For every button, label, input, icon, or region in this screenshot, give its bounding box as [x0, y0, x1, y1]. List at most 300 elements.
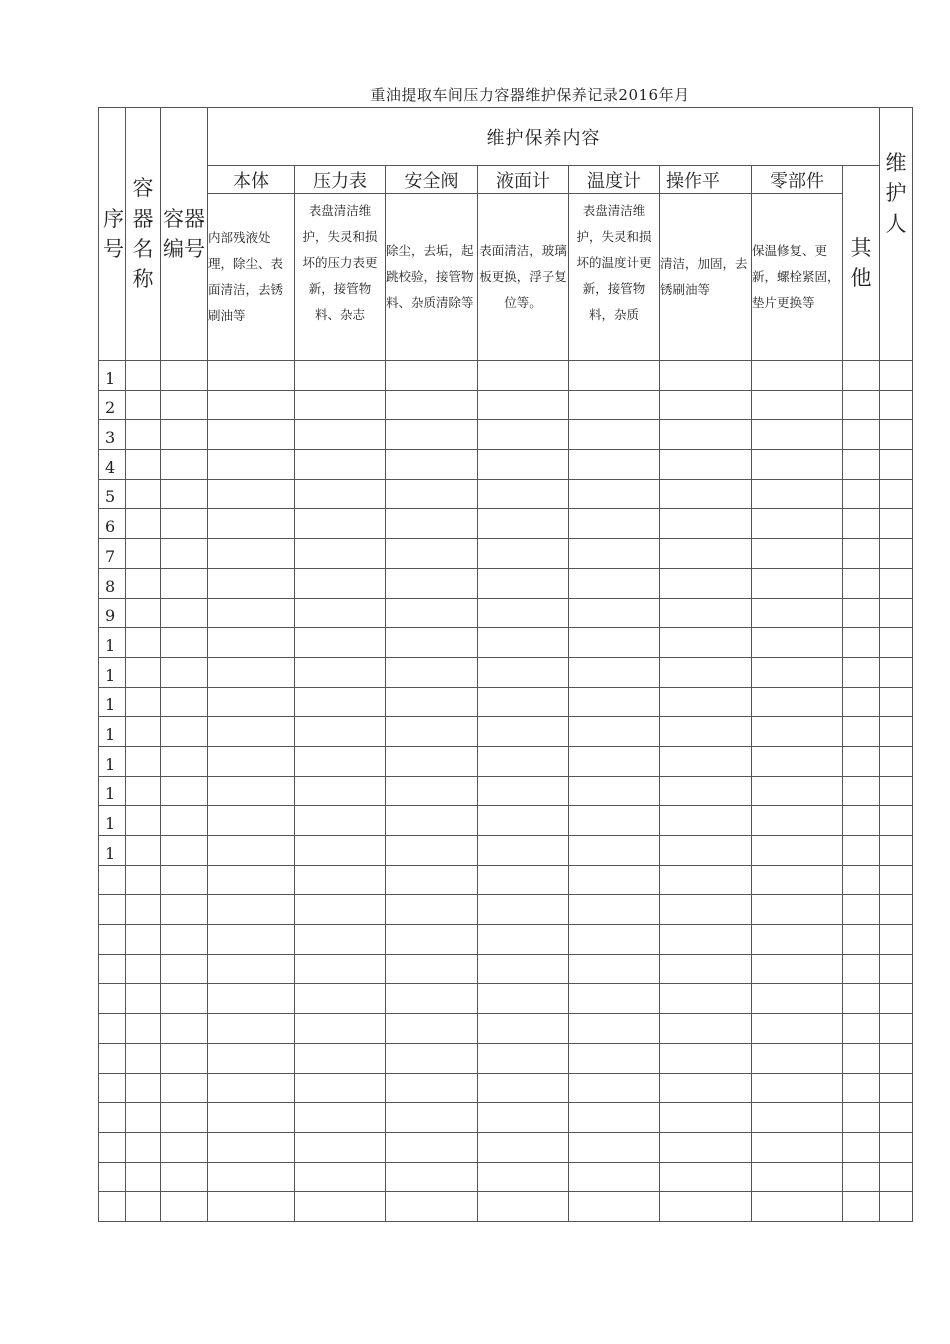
table-row: [99, 776, 913, 806]
table-cell: [161, 568, 208, 598]
table-cell: [880, 687, 913, 717]
table-cell: [386, 717, 478, 747]
table-cell: [208, 925, 295, 955]
table-cell: [660, 1014, 752, 1044]
table-row: [99, 1043, 913, 1073]
table-cell: [880, 746, 913, 776]
table-cell: [569, 717, 660, 747]
table-row: [99, 657, 913, 687]
table-cell: [295, 539, 386, 569]
table-cell: [478, 836, 569, 866]
table-cell: [569, 509, 660, 539]
table-cell: [126, 687, 161, 717]
table-cell: [386, 1132, 478, 1162]
row-number: 1: [99, 717, 126, 747]
table-cell: [660, 746, 752, 776]
table-cell: [752, 657, 843, 687]
table-cell: [478, 746, 569, 776]
table-row: [99, 687, 913, 717]
table-cell: [161, 450, 208, 480]
table-cell: [752, 1162, 843, 1192]
row-number: 1: [99, 687, 126, 717]
table-cell: [752, 925, 843, 955]
table-cell: [208, 1192, 295, 1222]
table-cell: [752, 1043, 843, 1073]
table-cell: [880, 806, 913, 836]
header-seq: 序号: [99, 108, 126, 361]
table-cell: [569, 954, 660, 984]
desc-body: 内部残液处理，除尘、表面清洁，去锈刷油等: [208, 194, 295, 361]
table-cell: [386, 776, 478, 806]
table-cell: [295, 390, 386, 420]
table-cell: [126, 1073, 161, 1103]
table-cell: [569, 628, 660, 658]
table-cell: [386, 657, 478, 687]
subheader-safety-valve: 安全阀: [386, 166, 478, 194]
table-cell: [880, 984, 913, 1014]
table-cell: [880, 390, 913, 420]
table-cell: [161, 1073, 208, 1103]
table-cell: [880, 657, 913, 687]
table-cell: [880, 568, 913, 598]
table-cell: [208, 746, 295, 776]
table-cell: [569, 1103, 660, 1133]
table-cell: [126, 746, 161, 776]
table-cell: [386, 984, 478, 1014]
table-cell: [386, 687, 478, 717]
row-number: 5: [99, 479, 126, 509]
row-number: 2: [99, 390, 126, 420]
table-cell: [208, 390, 295, 420]
table-cell: [660, 420, 752, 450]
table-cell: [478, 509, 569, 539]
table-cell: [478, 598, 569, 628]
row-number: 7: [99, 539, 126, 569]
table-row: [99, 539, 913, 569]
subheader-thermometer: 温度计: [569, 166, 660, 194]
table-row: [99, 1162, 913, 1192]
table-cell: [161, 865, 208, 895]
table-cell: [660, 806, 752, 836]
table-cell: [660, 657, 752, 687]
table-cell: [208, 1073, 295, 1103]
table-cell: [208, 806, 295, 836]
table-cell: [208, 361, 295, 391]
table-cell: [843, 895, 880, 925]
table-cell: [843, 598, 880, 628]
table-cell: [161, 598, 208, 628]
table-cell: [386, 806, 478, 836]
table-cell: [295, 925, 386, 955]
table-row: [99, 925, 913, 955]
table-row: [99, 1014, 913, 1044]
table-row: [99, 1073, 913, 1103]
table-cell: [161, 1014, 208, 1044]
table-cell: [880, 479, 913, 509]
table-cell: [843, 1103, 880, 1133]
table-cell: [880, 865, 913, 895]
table-cell: [295, 628, 386, 658]
table-cell: [660, 925, 752, 955]
row-number: [99, 984, 126, 1014]
table-cell: [295, 717, 386, 747]
table-cell: [295, 1043, 386, 1073]
table-cell: [208, 895, 295, 925]
row-number: [99, 1192, 126, 1222]
table-cell: [126, 568, 161, 598]
table-cell: [208, 865, 295, 895]
table-cell: [843, 746, 880, 776]
table-cell: [126, 479, 161, 509]
table-cell: [208, 479, 295, 509]
table-cell: [161, 420, 208, 450]
table-cell: [569, 539, 660, 569]
table-cell: [660, 1043, 752, 1073]
header-other: 其他: [843, 166, 880, 361]
table-cell: [660, 361, 752, 391]
table-cell: [569, 806, 660, 836]
table-cell: [843, 925, 880, 955]
table-cell: [880, 717, 913, 747]
table-cell: [752, 1192, 843, 1222]
desc-level-gauge: 表面清洁，玻璃板更换，浮子复位等。: [478, 194, 569, 361]
table-cell: [843, 1043, 880, 1073]
row-number: 1: [99, 836, 126, 866]
table-cell: [569, 450, 660, 480]
row-number: 1: [99, 746, 126, 776]
table-cell: [660, 717, 752, 747]
table-cell: [478, 1073, 569, 1103]
table-cell: [295, 450, 386, 480]
table-cell: [478, 450, 569, 480]
row-number: 1: [99, 806, 126, 836]
table-cell: [161, 746, 208, 776]
row-number: [99, 925, 126, 955]
subheader-level-gauge: 液面计: [478, 166, 569, 194]
table-cell: [161, 390, 208, 420]
table-cell: [843, 361, 880, 391]
table-cell: [660, 1103, 752, 1133]
table-row: [99, 420, 913, 450]
table-cell: [843, 1132, 880, 1162]
table-cell: [880, 895, 913, 925]
table-cell: [161, 895, 208, 925]
table-cell: [295, 836, 386, 866]
subheader-pressure-gauge: 压力表: [295, 166, 386, 194]
table-cell: [478, 539, 569, 569]
table-cell: [880, 1132, 913, 1162]
table-cell: [126, 954, 161, 984]
table-cell: [660, 687, 752, 717]
table-cell: [569, 479, 660, 509]
table-cell: [386, 568, 478, 598]
table-row: [99, 628, 913, 658]
table-cell: [880, 1103, 913, 1133]
table-cell: [386, 1103, 478, 1133]
table-cell: [295, 954, 386, 984]
row-number: [99, 1103, 126, 1133]
table-cell: [208, 687, 295, 717]
table-cell: [161, 687, 208, 717]
table-cell: [161, 806, 208, 836]
table-cell: [843, 984, 880, 1014]
table-cell: [880, 598, 913, 628]
table-cell: [161, 836, 208, 866]
desc-pressure-gauge: 表盘清洁维护，失灵和损坏的压力表更新，接管物料、杂志: [295, 194, 386, 361]
table-cell: [161, 1132, 208, 1162]
subheader-body: 本体: [208, 166, 295, 194]
table-cell: [478, 1162, 569, 1192]
table-cell: [752, 806, 843, 836]
table-cell: [126, 509, 161, 539]
table-cell: [161, 539, 208, 569]
table-row: [99, 361, 913, 391]
table-cell: [660, 1192, 752, 1222]
table-cell: [161, 361, 208, 391]
table-cell: [880, 1043, 913, 1073]
row-number: 1: [99, 628, 126, 658]
table-cell: [843, 1162, 880, 1192]
row-number: 4: [99, 450, 126, 480]
table-cell: [386, 420, 478, 450]
table-cell: [126, 984, 161, 1014]
table-row: [99, 479, 913, 509]
table-cell: [752, 1014, 843, 1044]
table-cell: [569, 1132, 660, 1162]
table-cell: [478, 1043, 569, 1073]
row-number: 6: [99, 509, 126, 539]
table-cell: [478, 717, 569, 747]
table-cell: [478, 865, 569, 895]
table-cell: [478, 361, 569, 391]
table-cell: [295, 479, 386, 509]
table-cell: [208, 450, 295, 480]
table-cell: [843, 806, 880, 836]
table-cell: [569, 1073, 660, 1103]
desc-operating-platform: 清洁，加固，去锈刷油等: [660, 194, 752, 361]
table-cell: [386, 954, 478, 984]
desc-thermometer: 表盘清洁维护，失灵和损坏的温度计更新，接管物料，杂质: [569, 194, 660, 361]
row-number: [99, 895, 126, 925]
table-cell: [843, 479, 880, 509]
table-cell: [126, 657, 161, 687]
table-cell: [126, 717, 161, 747]
table-cell: [478, 687, 569, 717]
table-cell: [660, 776, 752, 806]
row-number: [99, 1162, 126, 1192]
table-cell: [880, 1014, 913, 1044]
table-cell: [386, 1192, 478, 1222]
subheader-operating-platform: 操作平: [660, 166, 752, 194]
table-cell: [386, 509, 478, 539]
table-cell: [161, 776, 208, 806]
table-cell: [295, 895, 386, 925]
table-cell: [386, 450, 478, 480]
table-cell: [478, 628, 569, 658]
table-cell: [161, 479, 208, 509]
desc-safety-valve: 除尘，去垢，起跳校验，接管物料、杂质清除等: [386, 194, 478, 361]
table-cell: [386, 895, 478, 925]
table-cell: [752, 687, 843, 717]
row-number: 9: [99, 598, 126, 628]
table-cell: [660, 1073, 752, 1103]
table-cell: [386, 865, 478, 895]
table-cell: [161, 1043, 208, 1073]
table-cell: [386, 925, 478, 955]
table-cell: [880, 954, 913, 984]
row-number: [99, 865, 126, 895]
table-row: [99, 865, 913, 895]
table-cell: [843, 836, 880, 866]
table-cell: [208, 984, 295, 1014]
table-cell: [843, 865, 880, 895]
table-cell: [569, 836, 660, 866]
table-cell: [295, 746, 386, 776]
row-number: [99, 1132, 126, 1162]
table-cell: [386, 746, 478, 776]
table-row: [99, 954, 913, 984]
table-cell: [880, 420, 913, 450]
table-cell: [295, 509, 386, 539]
table-cell: [660, 836, 752, 866]
table-row: [99, 806, 913, 836]
table-cell: [126, 628, 161, 658]
table-row: [99, 717, 913, 747]
table-cell: [752, 390, 843, 420]
table-cell: [752, 568, 843, 598]
table-cell: [208, 598, 295, 628]
table-cell: [126, 1014, 161, 1044]
table-cell: [386, 361, 478, 391]
table-cell: [752, 984, 843, 1014]
row-number: 1: [99, 361, 126, 391]
table-cell: [569, 776, 660, 806]
table-cell: [208, 836, 295, 866]
table-cell: [843, 1192, 880, 1222]
table-cell: [843, 420, 880, 450]
table-cell: [208, 568, 295, 598]
table-cell: [880, 925, 913, 955]
table-cell: [295, 657, 386, 687]
table-cell: [208, 717, 295, 747]
table-cell: [752, 717, 843, 747]
table-cell: [386, 479, 478, 509]
table-cell: [752, 628, 843, 658]
table-cell: [295, 865, 386, 895]
table-cell: [752, 1103, 843, 1133]
table-cell: [208, 657, 295, 687]
table-cell: [126, 420, 161, 450]
table-cell: [208, 1103, 295, 1133]
table-cell: [660, 390, 752, 420]
table-cell: [208, 539, 295, 569]
table-cell: [478, 1192, 569, 1222]
table-cell: [126, 836, 161, 866]
table-cell: [880, 509, 913, 539]
table-cell: [126, 1132, 161, 1162]
table-row: [99, 1132, 913, 1162]
table-cell: [161, 1162, 208, 1192]
table-cell: [569, 361, 660, 391]
table-cell: [752, 776, 843, 806]
table-cell: [386, 390, 478, 420]
table-cell: [752, 479, 843, 509]
row-number: 1: [99, 657, 126, 687]
table-cell: [126, 450, 161, 480]
row-number: [99, 954, 126, 984]
table-cell: [161, 925, 208, 955]
table-cell: [295, 1132, 386, 1162]
table-cell: [478, 984, 569, 1014]
table-cell: [752, 539, 843, 569]
table-cell: [208, 628, 295, 658]
table-cell: [752, 895, 843, 925]
table-cell: [386, 628, 478, 658]
table-cell: [660, 539, 752, 569]
table-cell: [569, 925, 660, 955]
table-cell: [752, 746, 843, 776]
table-cell: [569, 598, 660, 628]
table-cell: [126, 925, 161, 955]
row-number: 8: [99, 568, 126, 598]
desc-parts: 保温修复、更新，螺栓紧固，垫片更换等: [752, 194, 843, 361]
table-cell: [843, 509, 880, 539]
table-cell: [569, 1043, 660, 1073]
table-cell: [843, 1073, 880, 1103]
row-number: 3: [99, 420, 126, 450]
subheader-parts: 零部件: [752, 166, 843, 194]
table-cell: [752, 361, 843, 391]
table-cell: [880, 450, 913, 480]
table-cell: [752, 420, 843, 450]
table-cell: [880, 1073, 913, 1103]
table-cell: [843, 390, 880, 420]
table-cell: [660, 954, 752, 984]
table-cell: [161, 717, 208, 747]
table-cell: [295, 1103, 386, 1133]
table-row: [99, 895, 913, 925]
table-cell: [660, 865, 752, 895]
table-cell: [126, 390, 161, 420]
table-cell: [569, 1162, 660, 1192]
table-cell: [478, 568, 569, 598]
table-cell: [880, 1192, 913, 1222]
table-cell: [843, 776, 880, 806]
table-cell: [161, 1103, 208, 1133]
table-cell: [386, 1162, 478, 1192]
table-cell: [478, 954, 569, 984]
table-cell: [569, 568, 660, 598]
table-row: [99, 568, 913, 598]
table-cell: [478, 1014, 569, 1044]
table-cell: [295, 776, 386, 806]
table-cell: [295, 806, 386, 836]
table-cell: [752, 865, 843, 895]
table-cell: [569, 1192, 660, 1222]
table-cell: [478, 776, 569, 806]
table-cell: [478, 479, 569, 509]
table-cell: [752, 1073, 843, 1103]
table-cell: [660, 1132, 752, 1162]
table-cell: [208, 1162, 295, 1192]
table-cell: [660, 568, 752, 598]
table-cell: [126, 776, 161, 806]
table-cell: [126, 1103, 161, 1133]
table-cell: [161, 657, 208, 687]
table-cell: [161, 954, 208, 984]
table-cell: [126, 361, 161, 391]
table-cell: [752, 450, 843, 480]
